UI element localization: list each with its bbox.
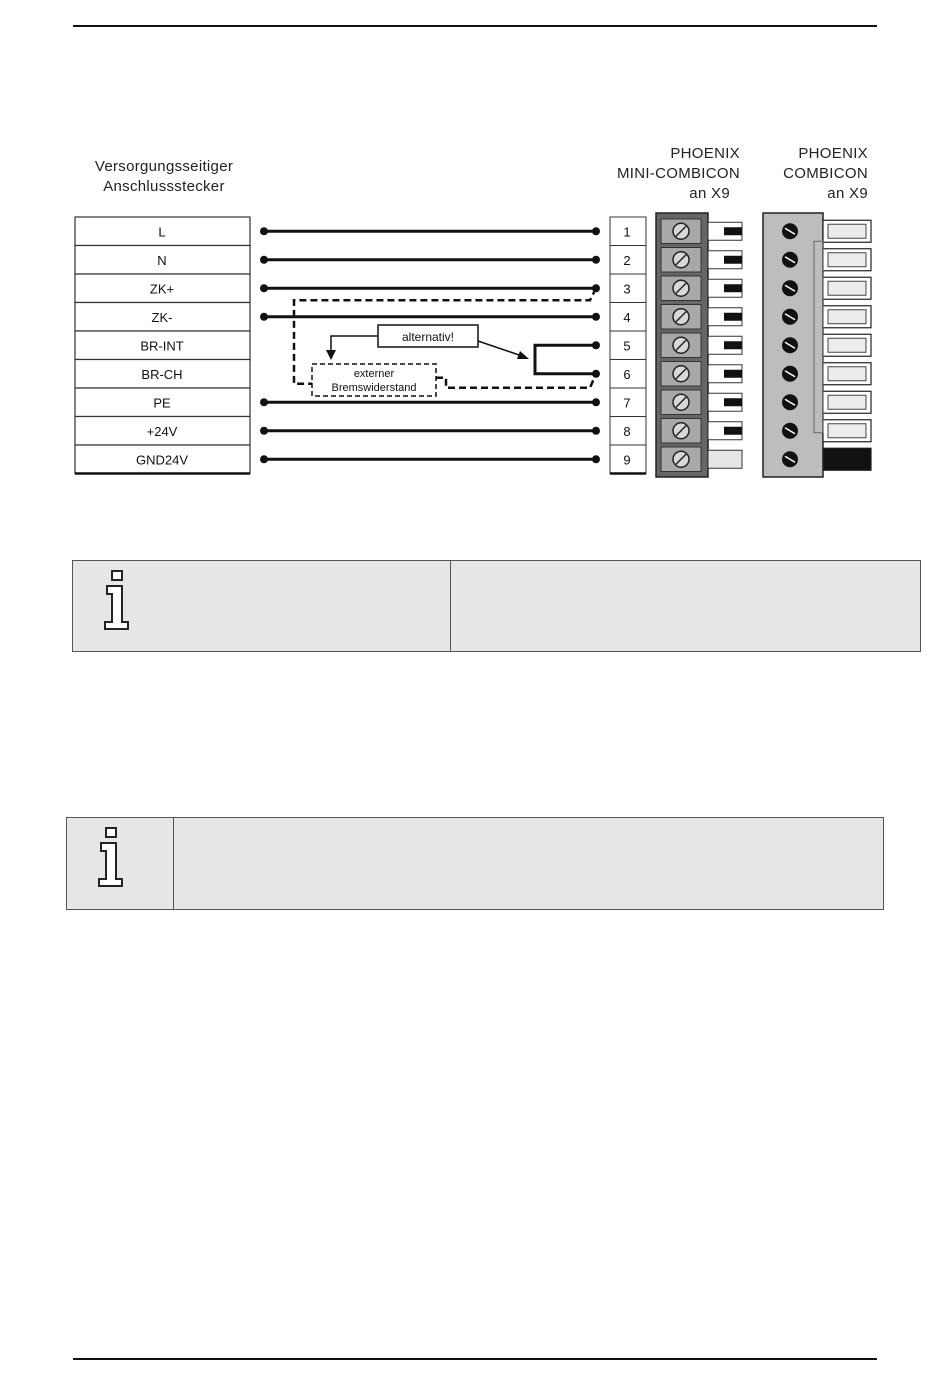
ext-resistor-label-line1: externer [353, 368, 395, 380]
combicon-connector [763, 213, 871, 477]
info-note-2 [66, 817, 884, 910]
pin-number: 5 [623, 338, 631, 354]
info-note-1 [72, 560, 921, 652]
plug-contact-inner [828, 367, 866, 381]
wire-end-dot [260, 256, 268, 264]
plug-contact-inner [828, 395, 866, 409]
wire-entry-contact [724, 284, 742, 292]
supply-title-line1: Versorgungsseitiger [94, 158, 234, 175]
alternative-arrow-line [478, 341, 522, 356]
wire-entry-contact [724, 313, 742, 321]
mini-combicon-title-line3: an X9 [689, 185, 730, 202]
mini-combicon-connector [656, 213, 742, 477]
pin-number: 9 [623, 452, 631, 468]
wire-entry-contact [724, 427, 742, 435]
note-divider [173, 818, 174, 909]
mini-combicon-title-line2: MINI-COMBICON [616, 165, 740, 182]
mini-combicon-title-line1: PHOENIX [670, 145, 740, 162]
bottom-rule [73, 1358, 877, 1360]
pin-number: 3 [623, 281, 631, 297]
signal-label: ZK+ [149, 281, 175, 297]
plug-contact-inner [828, 424, 866, 438]
wire-entry-contact [724, 227, 742, 235]
wire-end-dot [592, 227, 600, 235]
signal-label: PE [153, 395, 171, 411]
combicon-title-line3: an X9 [827, 185, 868, 202]
signal-label: BR-CH [141, 366, 183, 382]
plug-contact-inner [828, 281, 866, 295]
plug-contact-inner [828, 253, 866, 267]
signal-label: ZK- [151, 309, 173, 325]
wire-end-dot [592, 427, 600, 435]
wiring-diagram [0, 0, 950, 500]
wire-end-dot [592, 313, 600, 321]
pin-number: 7 [623, 395, 631, 411]
plug-contact-inner [828, 310, 866, 324]
wire-entry-contact [724, 398, 742, 406]
wire-end-dot [260, 398, 268, 406]
signal-label: +24V [146, 423, 178, 439]
combicon-title-line1: PHOENIX [798, 145, 868, 162]
wire-end-dot [592, 398, 600, 406]
arrow-head-icon [517, 351, 529, 359]
brake-resistor-annotations [294, 288, 596, 396]
internal-bridge-wire [535, 345, 596, 374]
alternative-arrow-line [331, 336, 378, 352]
signal-label: GND24V [135, 452, 189, 468]
plug-contact-inner [828, 338, 866, 352]
plug-contact-inner [828, 224, 866, 238]
ext-resistor-label-line2: Bremswiderstand [331, 382, 417, 394]
signal-label: L [158, 224, 166, 240]
wire-end-dot [592, 455, 600, 463]
pin-number: 4 [623, 309, 631, 325]
info-icon [95, 826, 127, 893]
alternative-label: alternativ! [401, 330, 455, 344]
supply-title-line2: Anschlussstecker [103, 178, 225, 195]
note-divider [450, 561, 451, 651]
wire-entry-contact [724, 256, 742, 264]
pin-number: 2 [623, 252, 631, 268]
pin-number: 1 [623, 224, 631, 240]
info-icon [101, 569, 133, 636]
pin-number: 6 [623, 366, 631, 382]
pin-number: 8 [623, 423, 631, 439]
wire-end-dot [260, 427, 268, 435]
wire-end-dot [260, 313, 268, 321]
signal-label: BR-INT [140, 338, 184, 354]
supply-signal-table [75, 217, 250, 474]
arrow-head-icon [326, 350, 336, 360]
wire-end-dot [260, 284, 268, 292]
ext-resistor-dashed-wire [436, 374, 596, 388]
signal-label: N [157, 252, 167, 268]
wire-entry-contact [724, 341, 742, 349]
wire-entry [708, 450, 742, 468]
wire-end-dot [592, 256, 600, 264]
combicon-title-line2: COMBICON [783, 165, 868, 182]
plug-contact [823, 448, 871, 470]
wire-end-dot [260, 455, 268, 463]
wire-end-dot [260, 227, 268, 235]
wire-entry-contact [724, 370, 742, 378]
pin-number-table [610, 217, 646, 474]
